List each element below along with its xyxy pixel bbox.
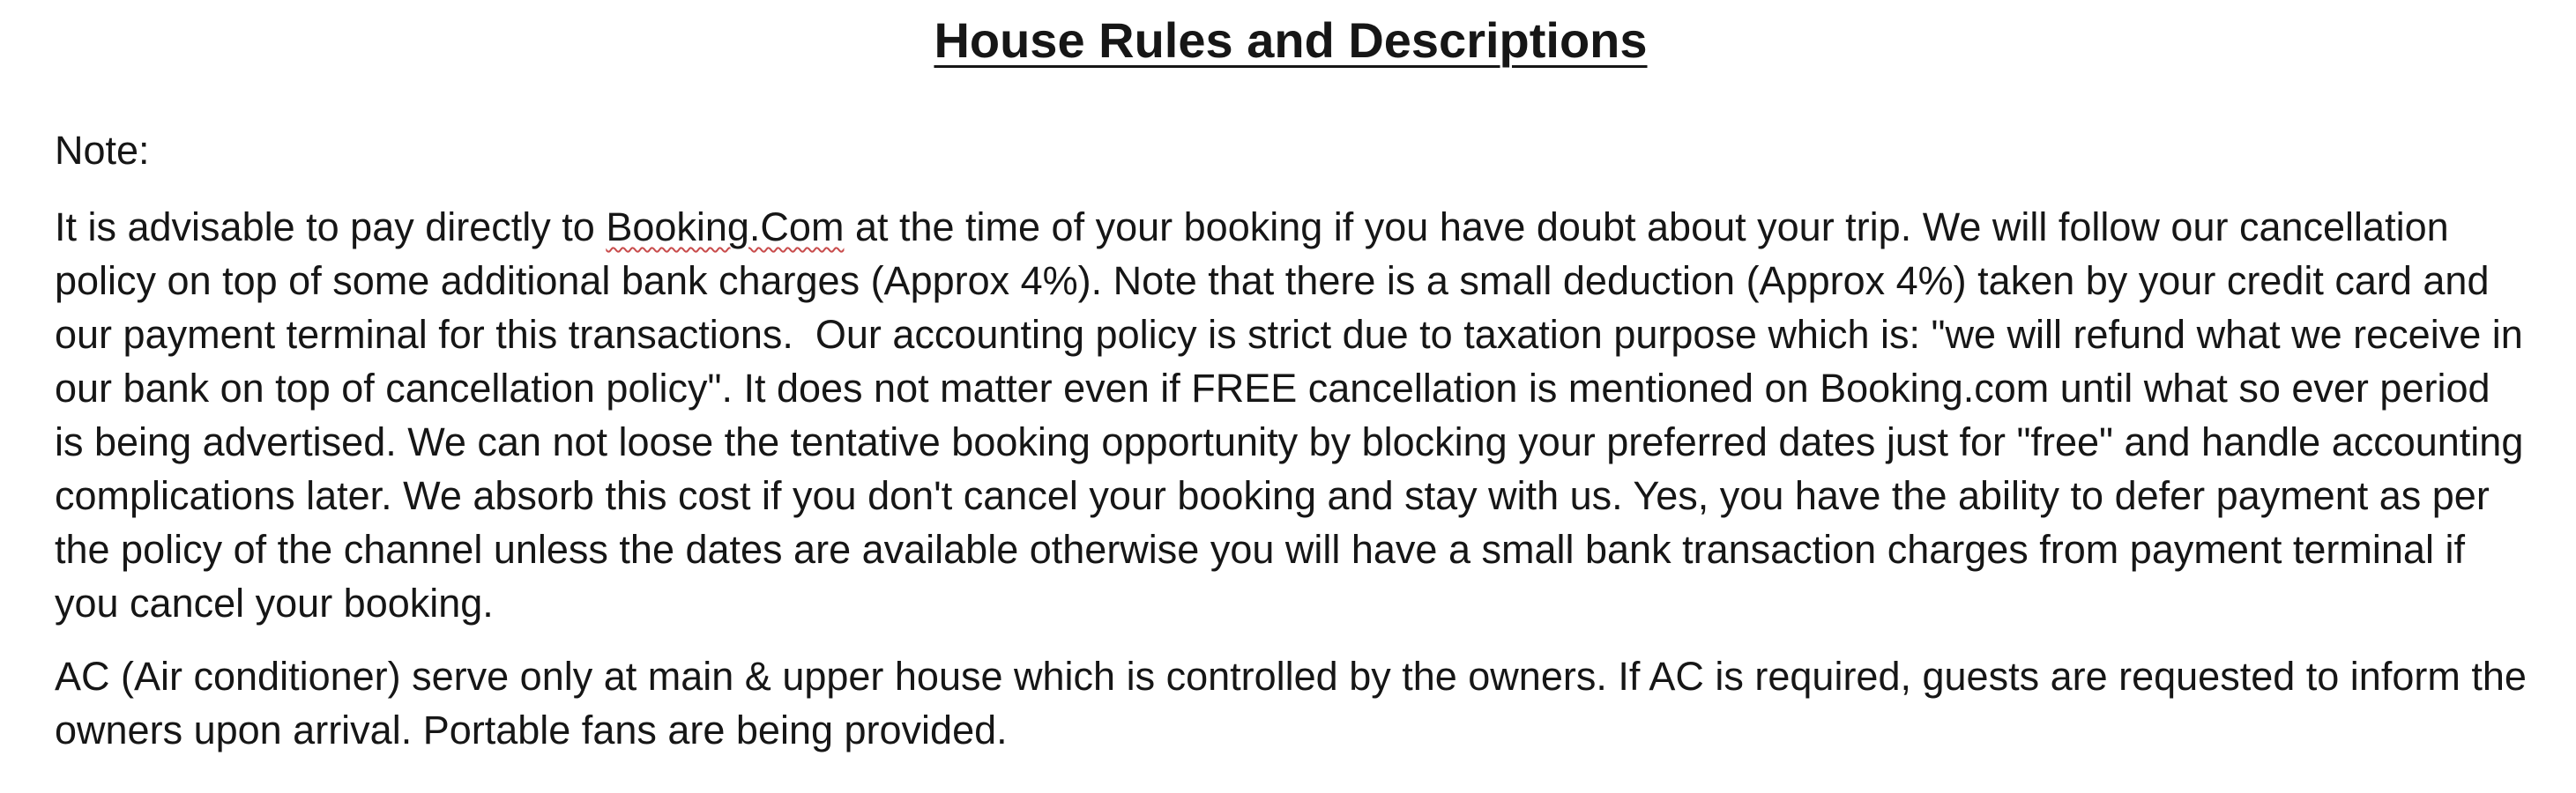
booking-policy-paragraph <box>55 200 2535 630</box>
paragraph-text-before: It is advisable to pay directly to <box>55 204 607 249</box>
spellcheck-underlined-word: Booking.Com <box>606 204 845 249</box>
note-label: Note: <box>55 128 150 173</box>
ac-paragraph: AC (Air conditioner) serve only at main & upper house which is controlled by the owners. If AC is required, guests are requested to inform the owners upon arrival. Portable fans are being provided. <box>55 654 2538 752</box>
page-title: House Rules and Descriptions <box>934 12 1648 68</box>
paragraph-text-after: at the time of your booking if you have doubt about your trip. We will follow our cancellation policy on top of some additional bank charges (Approx 4%). Note that there is a small deduction (Approx 4%) taken by your credit card and our payment terminal for this transactions. Our accounting policy is strict due to taxation purpose which is: "we will refund what we receive in our bank on top of cancellation policy". It does not matter even if FREE cancellation is mentioned on Booking.com until what so ever period is being advertised. We can not loose the tentative booking opportunity by blocking your preferred dates just for "free" and handle accounting complications later. We absorb this cost if you don't cancel your booking and stay with us. Yes, you have the ability to defer payment as per the policy of the channel unless the dates are available otherwise you will have a small bank transaction charges from payment terminal if you cancel your booking. <box>55 204 2535 626</box>
